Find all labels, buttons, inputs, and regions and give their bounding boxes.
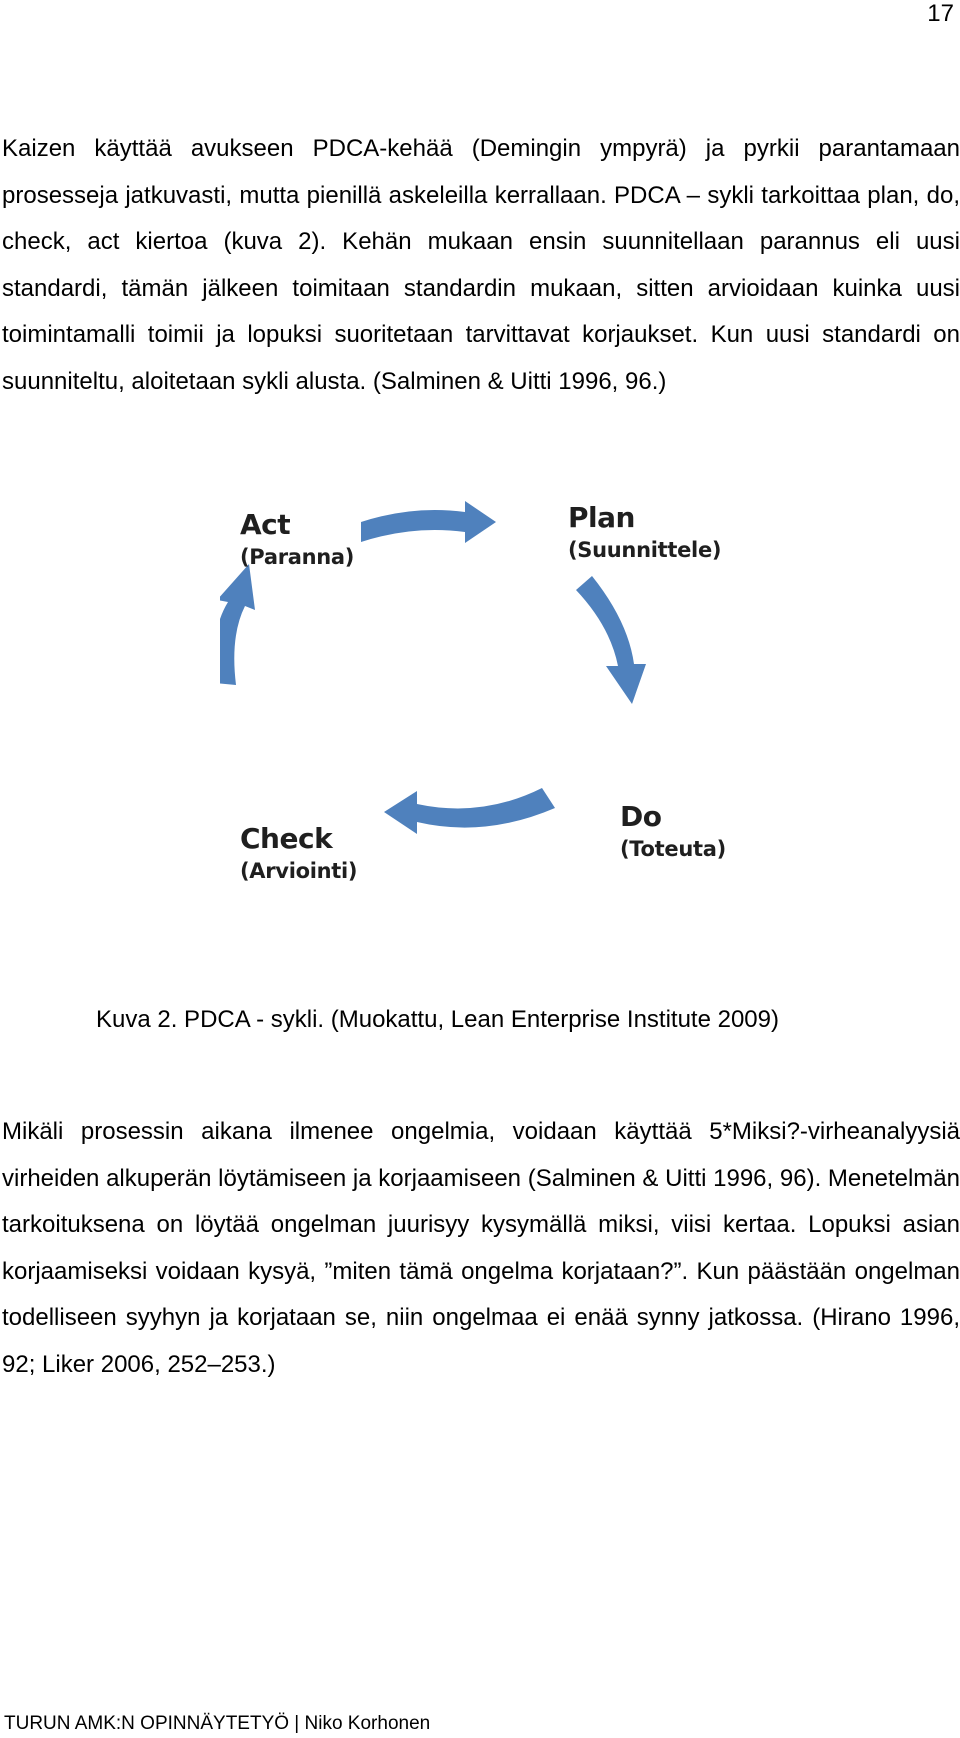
stage-check <box>240 822 357 886</box>
arrow-check-to-act <box>220 564 255 685</box>
figure-caption: Kuva 2. PDCA - sykli. (Muokattu, Lean Enterprise Institute 2009) <box>96 1006 779 1033</box>
stage-act-subtitle: (Paranna) <box>240 545 355 569</box>
page-footer: TURUN AMK:N OPINNÄYTETYÖ | Niko Korhonen <box>4 1713 431 1734</box>
stage-do-subtitle: (Toteuta) <box>620 837 726 861</box>
stage-do <box>620 800 726 864</box>
pdca-cycle-figure <box>220 486 740 956</box>
arrow-act-to-plan <box>361 501 496 543</box>
arrow-plan-to-do <box>576 576 646 704</box>
arrow-do-to-check <box>384 788 555 834</box>
stage-check-title: Check <box>240 822 333 855</box>
stage-do-title: Do <box>620 800 662 833</box>
stage-plan <box>568 501 721 565</box>
body-paragraph-2: Mikäli prosessin aikana ilmenee ongelmia, voidaan käyttää 5*Miksi?-virheanalyysiä virheiden alkuperän löytämiseen ja korjaamiseen (Salminen & Uitti 1996, 96). Menetelmän tarkoituksena on löytää ongelman juurisyy kysymällä miksi, viisi kertaa. Lopuksi asian korjaamiseksi voidaan kysyä, ”miten tämä ongelma korjataan?”. Kun päästään ongelman todelliseen syyhyn ja korjataan se, niin ongelmaa ei enää synny jatkossa. (Hirano 1996, 92; Liker 2006, 252–253.) <box>2 1118 960 1378</box>
stage-plan-subtitle: (Suunnittele) <box>568 538 722 562</box>
stage-check-subtitle: (Arviointi) <box>240 859 358 883</box>
stage-act-title: Act <box>240 508 291 541</box>
stage-act <box>240 508 354 572</box>
page-number: 17 <box>927 0 954 27</box>
stage-plan-title: Plan <box>568 501 635 534</box>
body-paragraph-1: Kaizen käyttää avukseen PDCA-kehää (Demingin ympyrä) ja pyrkii parantamaan prosesseja jatkuvasti, mutta pienillä askeleilla kerrallaan. PDCA – sykli tarkoittaa plan, do, check, act kiertoa (kuva 2). Kehän mukaan ensin suunnitellaan parannus eli uusi standardi, tämän jälkeen toimitaan standardin mukaan, sitten arvioidaan kuinka uusi toimintamalli toimii ja lopuksi suoritetaan tarvittavat korjaukset. Kun uusi standardi on suunniteltu, aloitetaan sykli alusta. (Salminen & Uitti 1996, 96.) <box>2 135 960 395</box>
